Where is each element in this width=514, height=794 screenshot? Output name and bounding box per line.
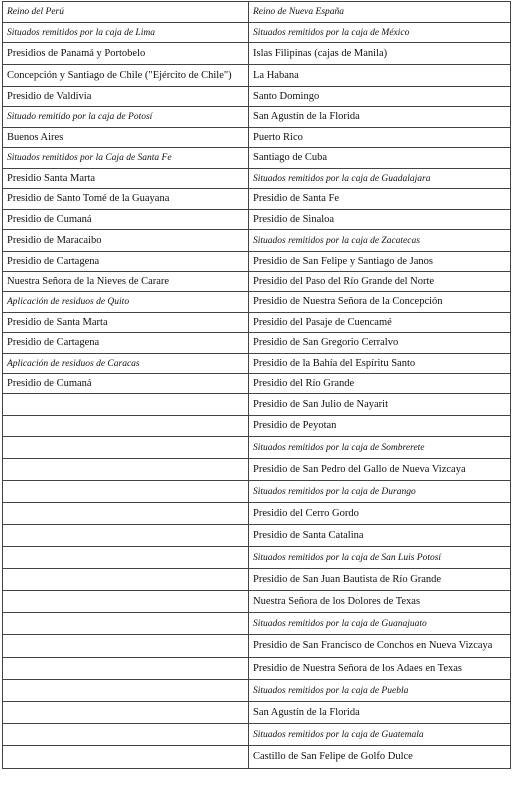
cell-peru: Aplicación de residuos de Quito <box>3 292 249 313</box>
table-row <box>3 394 511 416</box>
cell-nueva-espana: Presidio de San Felipe y Santiago de Janos <box>249 252 511 272</box>
cell-nueva-espana: Situados remitidos por la caja de México <box>249 23 511 43</box>
cell-peru <box>3 481 249 503</box>
table-row <box>3 333 511 354</box>
table-row <box>3 658 511 680</box>
cell-nueva-espana: San Agustín de la Florida <box>249 107 511 128</box>
cell-nueva-espana: Puerto Rico <box>249 128 511 148</box>
cell-nueva-espana: Situados remitidos por la caja de Sombrerete <box>249 437 511 459</box>
table-row <box>3 292 511 313</box>
cell-peru <box>3 613 249 635</box>
cell-peru <box>3 569 249 591</box>
cell-nueva-espana: Presidio de la Bahía del Espíritu Santo <box>249 354 511 374</box>
cell-nueva-espana: Presidio de Santa Fe <box>249 189 511 210</box>
cell-peru <box>3 503 249 525</box>
cell-peru: Aplicación de residuos de Caracas <box>3 354 249 374</box>
cell-nueva-espana: Situados remitidos por la caja de San Luis Potosí <box>249 547 511 569</box>
table-row <box>3 87 511 107</box>
cell-peru <box>3 658 249 680</box>
cell-nueva-espana: Presidio de Peyotan <box>249 416 511 437</box>
table-row <box>3 503 511 525</box>
cell-nueva-espana: Presidio de Nuestra Señora de los Adaes en Texas <box>249 658 511 680</box>
column-header-nueva-espana: Reino de Nueva España <box>249 2 511 23</box>
column-header-peru: Reino del Perú <box>3 2 249 23</box>
cell-peru: Situado remitido por la caja de Potosí <box>3 107 249 128</box>
cell-nueva-espana: Presidio de Sinaloa <box>249 210 511 230</box>
cell-nueva-espana: Nuestra Señora de los Dolores de Texas <box>249 591 511 613</box>
situados-table <box>2 1 511 769</box>
cell-peru <box>3 724 249 746</box>
cell-peru <box>3 416 249 437</box>
cell-peru <box>3 680 249 702</box>
cell-peru <box>3 394 249 416</box>
table-row <box>3 591 511 613</box>
cell-peru: Situados remitidos por la Caja de Santa Fe <box>3 148 249 169</box>
table-row <box>3 107 511 128</box>
cell-nueva-espana: Santo Domingo <box>249 87 511 107</box>
table-row <box>3 459 511 481</box>
cell-nueva-espana: Presidio de San Gregorio Cerralvo <box>249 333 511 354</box>
cell-nueva-espana: Situados remitidos por la caja de Guadalajara <box>249 169 511 189</box>
table-row <box>3 547 511 569</box>
cell-nueva-espana: Presidio de San Francisco de Conchos en Nueva Vizcaya <box>249 635 511 658</box>
cell-nueva-espana: Presidio del Paso del Río Grande del Norte <box>249 272 511 292</box>
table-row <box>3 702 511 724</box>
cell-peru <box>3 459 249 481</box>
table-row <box>3 210 511 230</box>
table-row <box>3 724 511 746</box>
table-row <box>3 148 511 169</box>
cell-peru <box>3 437 249 459</box>
cell-nueva-espana: Situados remitidos por la caja de Puebla <box>249 680 511 702</box>
cell-peru: Presidio de Cumaná <box>3 210 249 230</box>
table-row <box>3 437 511 459</box>
cell-peru: Presidio de Santa Marta <box>3 313 249 333</box>
cell-peru: Presidio Santa Marta <box>3 169 249 189</box>
table-row <box>3 374 511 394</box>
table-row <box>3 680 511 702</box>
table-row <box>3 189 511 210</box>
cell-peru <box>3 702 249 724</box>
cell-peru: Presidios de Panamá y Portobelo <box>3 43 249 65</box>
cell-nueva-espana: Situados remitidos por la caja de Zacatecas <box>249 230 511 252</box>
cell-nueva-espana: Santiago de Cuba <box>249 148 511 169</box>
cell-nueva-espana: Situados remitidos por la caja de Durango <box>249 481 511 503</box>
cell-nueva-espana: Presidio de San Julio de Nayarit <box>249 394 511 416</box>
cell-nueva-espana: Presidio de Nuestra Señora de la Concepción <box>249 292 511 313</box>
cell-nueva-espana: San Agustín de la Florida <box>249 702 511 724</box>
cell-nueva-espana: Presidio del Pasaje de Cuencamé <box>249 313 511 333</box>
cell-nueva-espana: Castillo de San Felipe de Golfo Dulce <box>249 746 511 769</box>
cell-nueva-espana: Islas Filipinas (cajas de Manila) <box>249 43 511 65</box>
cell-peru <box>3 591 249 613</box>
table-row <box>3 525 511 547</box>
table-row <box>3 252 511 272</box>
cell-peru: Situados remitidos por la caja de Lima <box>3 23 249 43</box>
cell-peru: Presidio de Cartagena <box>3 333 249 354</box>
cell-nueva-espana: Situados remitidos por la caja de Guanajuato <box>249 613 511 635</box>
cell-nueva-espana: Presidio de San Pedro del Gallo de Nueva Vizcaya <box>249 459 511 481</box>
table-row <box>3 313 511 333</box>
table-row <box>3 354 511 374</box>
cell-peru <box>3 547 249 569</box>
table-row <box>3 272 511 292</box>
table-row <box>3 416 511 437</box>
cell-peru: Presidio de Valdivia <box>3 87 249 107</box>
table-row <box>3 635 511 658</box>
cell-nueva-espana: Presidio del Cerro Gordo <box>249 503 511 525</box>
cell-peru: Presidio de Santo Tomé de la Guayana <box>3 189 249 210</box>
table-row <box>3 169 511 189</box>
cell-nueva-espana: Presidio de San Juan Bautista de Río Grande <box>249 569 511 591</box>
cell-nueva-espana: Presidio de Santa Catalina <box>249 525 511 547</box>
cell-nueva-espana: Situados remitidos por la caja de Guatemala <box>249 724 511 746</box>
cell-nueva-espana: La Habana <box>249 65 511 87</box>
cell-peru: Concepción y Santiago de Chile ("Ejército de Chile") <box>3 65 249 87</box>
table-row <box>3 65 511 87</box>
table-row <box>3 613 511 635</box>
cell-nueva-espana: Presidio del Río Grande <box>249 374 511 394</box>
table-header-row <box>3 2 511 23</box>
cell-peru: Nuestra Señora de la Nieves de Carare <box>3 272 249 292</box>
cell-peru <box>3 746 249 769</box>
cell-peru: Presidio de Cumaná <box>3 374 249 394</box>
table-row <box>3 746 511 769</box>
table-body <box>3 23 511 769</box>
table-row <box>3 128 511 148</box>
cell-peru: Presidio de Cartagena <box>3 252 249 272</box>
cell-peru <box>3 525 249 547</box>
cell-peru <box>3 635 249 658</box>
table-row <box>3 43 511 65</box>
cell-peru: Buenos Aires <box>3 128 249 148</box>
table-row <box>3 230 511 252</box>
table-row <box>3 481 511 503</box>
table-row <box>3 569 511 591</box>
cell-peru: Presidio de Maracaibo <box>3 230 249 252</box>
table-row <box>3 23 511 43</box>
